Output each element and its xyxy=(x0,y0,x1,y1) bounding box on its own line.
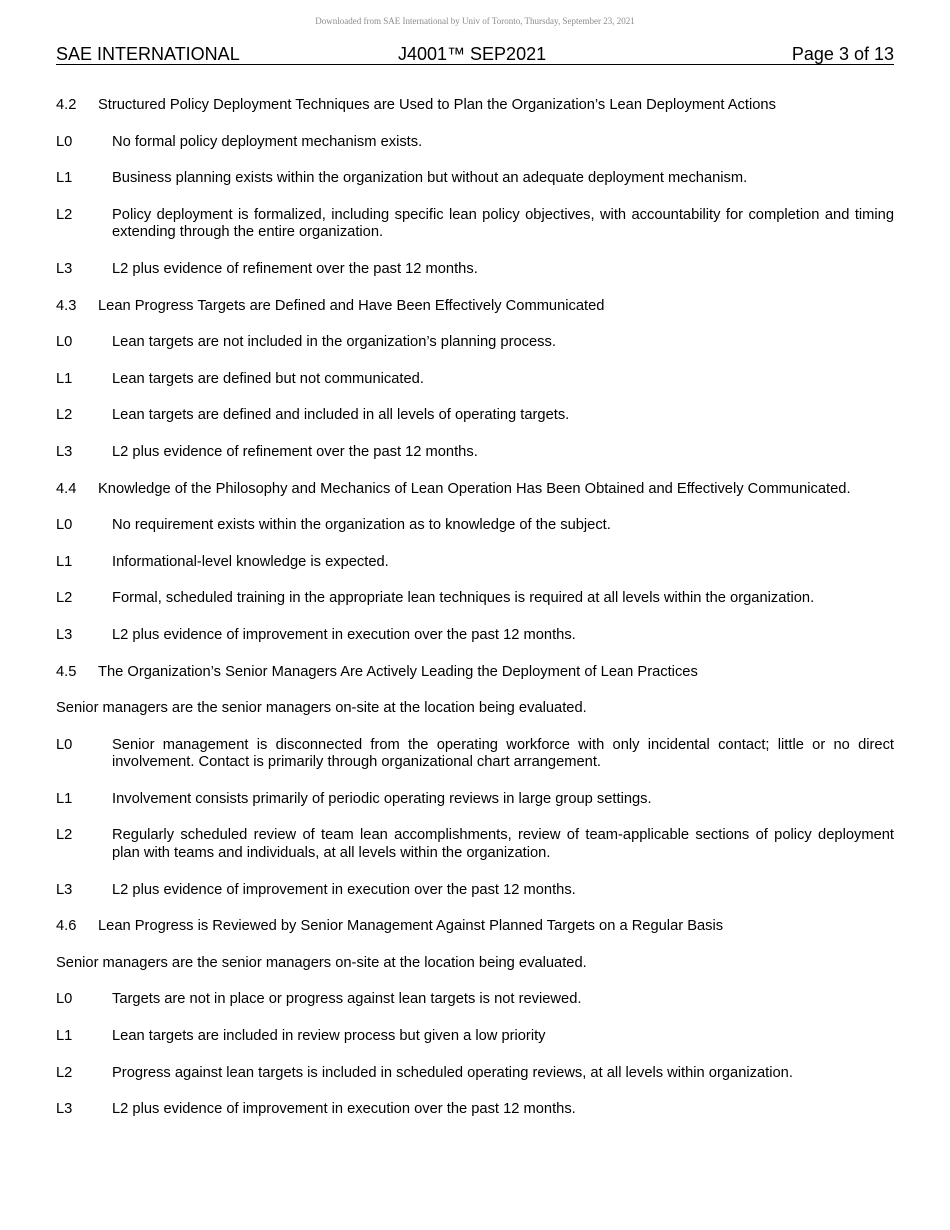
section-heading xyxy=(56,97,894,115)
level-item xyxy=(56,737,894,772)
level-label: L0 xyxy=(56,334,73,351)
level-label: L3 xyxy=(56,881,73,898)
level-item xyxy=(56,444,894,462)
section-note: Senior managers are the senior managers on-site at the location being evaluated. xyxy=(56,700,587,717)
level-text: Lean targets are included in review process but given a low priority xyxy=(112,1028,546,1045)
section-number: 4.4 xyxy=(56,480,77,497)
level-label: L0 xyxy=(56,991,73,1008)
level-label: L0 xyxy=(56,736,73,753)
level-text: Progress against lean targets is included in scheduled operating reviews, at all levels within organization. xyxy=(112,1064,793,1081)
level-item xyxy=(56,791,894,809)
level-label: L0 xyxy=(56,133,73,150)
level-text: Formal, scheduled training in the appropriate lean techniques is required at all levels within the organization. xyxy=(112,590,815,607)
level-item xyxy=(56,991,894,1009)
level-label: L2 xyxy=(56,827,73,844)
level-label: L1 xyxy=(56,1028,73,1045)
section-title: Knowledge of the Philosophy and Mechanics of Lean Operation Has Been Obtained and Effectively Communicated. xyxy=(98,480,851,497)
section-title: Lean Progress Targets are Defined and Have Been Effectively Communicated xyxy=(98,297,605,314)
section-title: The Organization’s Senior Managers Are Actively Leading the Deployment of Lean Practices xyxy=(98,663,698,680)
level-label: L1 xyxy=(56,170,73,187)
level-text: Involvement consists primarily of periodic operating reviews in large group settings. xyxy=(112,790,652,807)
level-label: L2 xyxy=(56,206,73,223)
page-header xyxy=(56,44,894,65)
level-item xyxy=(56,1028,894,1046)
level-label: L2 xyxy=(56,407,73,424)
header-org: SAE INTERNATIONAL xyxy=(56,44,240,64)
level-label: L1 xyxy=(56,370,73,387)
section-heading xyxy=(56,664,894,682)
level-text: Business planning exists within the organization but without an adequate deployment mechanism. xyxy=(112,170,748,187)
level-label: L3 xyxy=(56,626,73,643)
section-number: 4.2 xyxy=(56,97,77,113)
document-body xyxy=(56,97,894,1138)
section-title: Lean Progress is Reviewed by Senior Management Against Planned Targets on a Regular Basis xyxy=(98,918,724,935)
level-label: L3 xyxy=(56,1101,73,1118)
section-number: 4.6 xyxy=(56,918,77,935)
header-doc-id: J4001™ SEP2021 xyxy=(398,44,547,64)
level-item xyxy=(56,1101,894,1119)
level-item xyxy=(56,517,894,535)
level-text: Senior management is disconnected from the operating workforce with only incidental contact; little or no direct involvement. Contact is primarily through organizational chart arrangement. xyxy=(112,736,894,771)
level-label: L2 xyxy=(56,1064,73,1081)
level-item xyxy=(56,261,894,279)
level-text: L2 plus evidence of improvement in execution over the past 12 months. xyxy=(112,1101,576,1118)
level-text: L2 plus evidence of improvement in execution over the past 12 months. xyxy=(112,626,576,643)
level-label: L0 xyxy=(56,517,73,534)
download-watermark: Downloaded from SAE International by Univ of Toronto, Thursday, September 23, 2021 xyxy=(315,16,635,26)
level-label: L3 xyxy=(56,443,73,460)
level-text: Lean targets are not included in the organization’s planning process. xyxy=(112,334,556,351)
level-item xyxy=(56,134,894,152)
level-text: L2 plus evidence of refinement over the past 12 months. xyxy=(112,443,478,460)
level-item xyxy=(56,371,894,389)
level-text: Regularly scheduled review of team lean accomplishments, review of team-applicable sections of policy deployment plan with teams and individuals, at all levels within the organization. xyxy=(112,827,894,862)
level-text: Lean targets are defined but not communicated. xyxy=(112,370,424,387)
level-text: No requirement exists within the organization as to knowledge of the subject. xyxy=(112,517,611,534)
level-text: Lean targets are defined and included in all levels of operating targets. xyxy=(112,407,570,424)
section-number: 4.3 xyxy=(56,297,77,314)
level-text: L2 plus evidence of improvement in execution over the past 12 months. xyxy=(112,881,576,898)
level-item xyxy=(56,407,894,425)
level-label: L1 xyxy=(56,553,73,570)
level-text: L2 plus evidence of refinement over the past 12 months. xyxy=(112,260,478,277)
section-title: Structured Policy Deployment Techniques are Used to Plan the Organization’s Lean Deployment Actions xyxy=(98,97,776,113)
level-item xyxy=(56,334,894,352)
level-label: L1 xyxy=(56,790,73,807)
section-number: 4.5 xyxy=(56,663,77,680)
header-page-number: Page 3 of 13 xyxy=(791,44,894,64)
section-heading xyxy=(56,298,894,316)
level-item xyxy=(56,590,894,608)
level-item xyxy=(56,207,894,242)
section-heading xyxy=(56,481,894,499)
level-item xyxy=(56,554,894,572)
level-label: L3 xyxy=(56,260,73,277)
level-item xyxy=(56,1065,894,1083)
level-item xyxy=(56,827,894,862)
level-text: Policy deployment is formalized, including specific lean policy objectives, with accountability for completion and timing extending through the entire organization. xyxy=(112,206,894,241)
level-item xyxy=(56,627,894,645)
level-text: Targets are not in place or progress against lean targets is not reviewed. xyxy=(112,991,582,1008)
level-text: Informational-level knowledge is expected. xyxy=(112,553,389,570)
level-item xyxy=(56,170,894,188)
section-heading xyxy=(56,918,894,936)
level-text: No formal policy deployment mechanism exists. xyxy=(112,133,423,150)
section-note: Senior managers are the senior managers on-site at the location being evaluated. xyxy=(56,954,587,971)
level-label: L2 xyxy=(56,590,73,607)
level-item xyxy=(56,882,894,900)
